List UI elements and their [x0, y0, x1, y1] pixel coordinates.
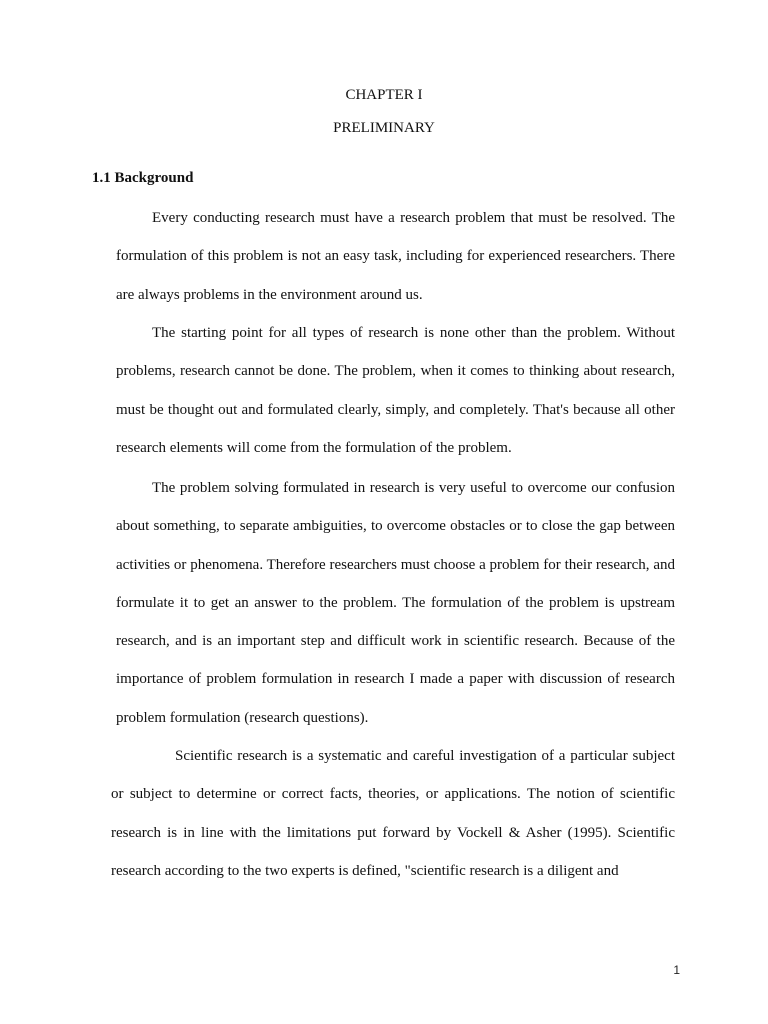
- section-heading: 1.1 Background: [92, 170, 194, 186]
- chapter-title: CHAPTER I: [345, 87, 423, 103]
- chapter-subtitle: PRELIMINARY: [333, 120, 435, 136]
- paragraph-1: Every conducting research must have a research problem that must be resolved. The formulation of this problem is not an easy task, including for experienced researchers. There are always problems in the environment around us.: [116, 210, 675, 303]
- paragraph-4: Scientific research is a systematic and careful investigation of a particular subject or subject to determine or correct facts, theories, or applications. The notion of scientific research is in line with the limitations put forward by Vockell & Asher (1995). Scientific research according to the two experts is defined, "scientific research is a diligent and: [111, 748, 675, 879]
- page-number: 1: [673, 963, 680, 977]
- paragraph-2: The starting point for all types of research is none other than the problem. Without problems, research cannot be done. The problem, when it comes to thinking about research, must be thought out and formulated clearly, simply, and completely. That's because all other research elements will come from the formulation of the problem.: [116, 325, 675, 456]
- paragraph-3: The problem solving formulated in research is very useful to overcome our confusion about something, to separate ambiguities, to overcome obstacles or to close the gap between activities or phenomena. Therefore researchers must choose a problem for their research, and formulate it to get an answer to the problem. The formulation of the problem is upstream research, and is an important step and difficult work in scientific research. Because of the importance of problem formulation in research I made a paper with discussion of research problem formulation (research questions).: [116, 480, 675, 726]
